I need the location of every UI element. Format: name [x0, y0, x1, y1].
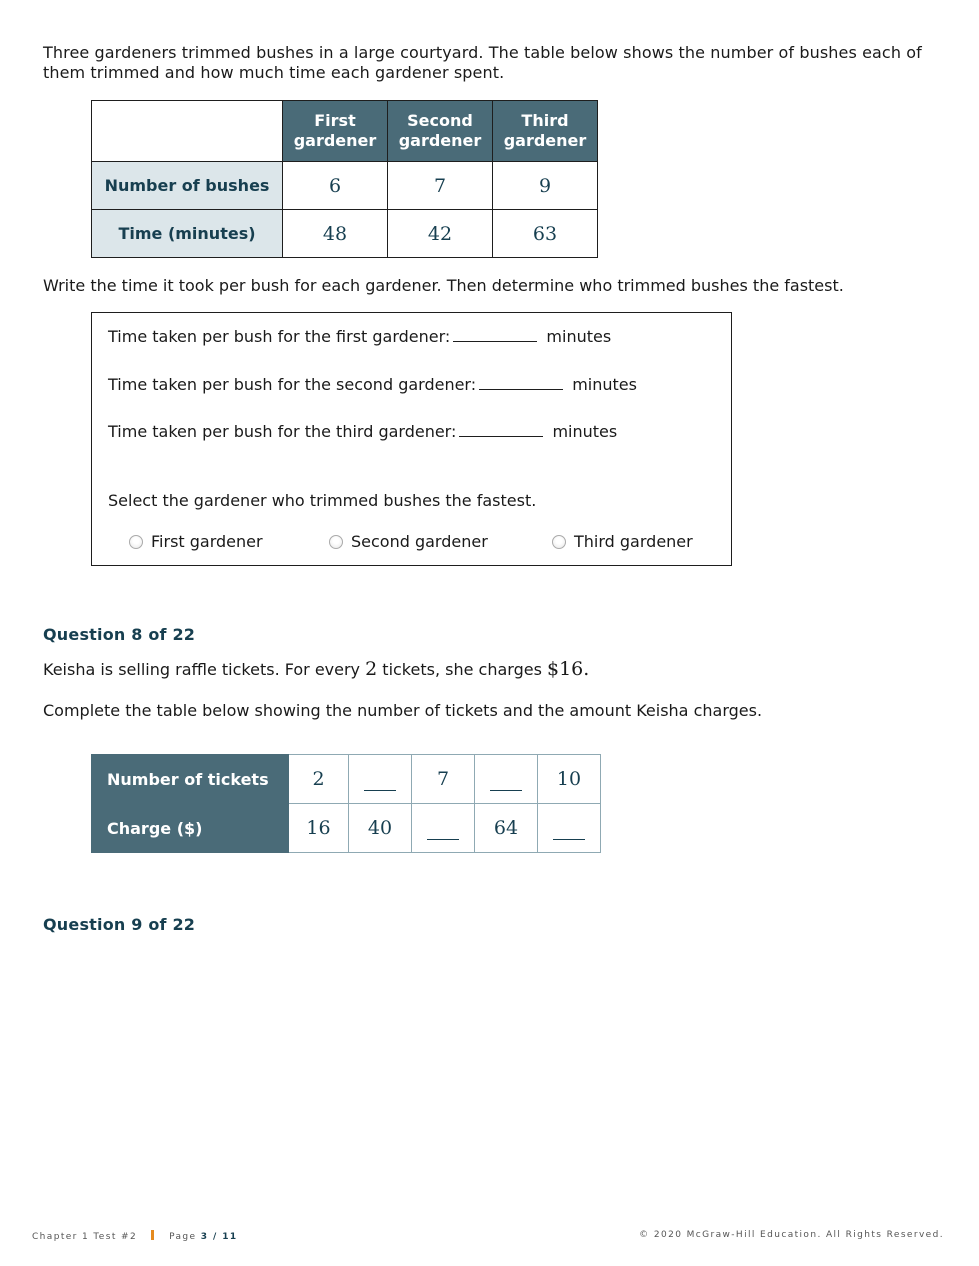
blank-line[interactable]: [427, 826, 459, 840]
instruction-text: Write the time it took per bush for each gardener. Then determine who trimmed bushes the fastest.: [43, 276, 844, 295]
page-total: 11: [222, 1232, 238, 1242]
blank-cell[interactable]: [538, 804, 601, 853]
option-second-gardener[interactable]: Second gardener: [329, 532, 488, 552]
blank-first[interactable]: [453, 325, 537, 342]
question-8-text: Keisha is selling raffle tickets. For every 2 tickets, she charges $16.: [43, 658, 590, 680]
column-header-third-gardener: Third gardener: [493, 101, 598, 162]
table-cell: 48: [283, 210, 388, 258]
row-header-charge: Charge ($): [92, 804, 289, 853]
question-8-instruction: Complete the table below showing the number of tickets and the amount Keisha charges.: [43, 701, 763, 720]
table-row: [92, 804, 601, 853]
answer-line-second: Time taken per bush for the second gardener: minutes: [108, 375, 637, 394]
answer-line-third: Time taken per bush for the third gardener: minutes: [108, 422, 618, 441]
table-cell: 2: [289, 755, 349, 804]
table-row: [92, 755, 601, 804]
footer-left: Chapter 1 Test #2 Page 3 / 11: [32, 1232, 238, 1242]
column-header-first-gardener: First gardener: [283, 101, 388, 162]
row-header-tickets: Number of tickets: [92, 755, 289, 804]
copyright: © 2020 McGraw-Hill Education. All Rights Reserved.: [639, 1230, 944, 1240]
table-cell: 64: [475, 804, 538, 853]
blank-third[interactable]: [459, 420, 543, 437]
chapter-label: Chapter 1 Test #2: [32, 1232, 138, 1242]
radio-button-icon[interactable]: [329, 535, 343, 549]
row-header-bushes: Number of bushes: [92, 162, 283, 210]
table-cell: 7: [412, 755, 475, 804]
select-prompt: Select the gardener who trimmed bushes the fastest.: [108, 491, 537, 510]
blank-cell[interactable]: [412, 804, 475, 853]
column-header-second-gardener: Second gardener: [388, 101, 493, 162]
answer-box: [91, 312, 732, 566]
table-cell: 42: [388, 210, 493, 258]
option-first-gardener[interactable]: First gardener: [129, 532, 263, 552]
blank-line[interactable]: [364, 777, 396, 791]
option-third-gardener[interactable]: Third gardener: [552, 532, 693, 552]
gardeners-table: [91, 100, 598, 258]
table-cell: 7: [388, 162, 493, 210]
footer-divider: [151, 1230, 154, 1240]
table-cell: 9: [493, 162, 598, 210]
blank-cell[interactable]: [349, 755, 412, 804]
blank-line[interactable]: [490, 777, 522, 791]
intro-text: Three gardeners trimmed bushes in a large courtyard. The table below shows the number of bushes each of them trimmed and how much time each gardener spent.: [43, 43, 922, 82]
table-row: [92, 210, 598, 258]
blank-second[interactable]: [479, 373, 563, 390]
blank-cell[interactable]: [475, 755, 538, 804]
row-header-time: Time (minutes): [92, 210, 283, 258]
table-corner-cell: [92, 101, 283, 162]
question-8-heading: Question 8 of 22: [43, 625, 196, 644]
table-cell: 40: [349, 804, 412, 853]
page-current: 3: [200, 1232, 209, 1242]
table-cell: 63: [493, 210, 598, 258]
blank-line[interactable]: [553, 826, 585, 840]
tickets-table: [91, 754, 601, 853]
table-cell: 6: [283, 162, 388, 210]
question-9-heading: Question 9 of 22: [43, 915, 196, 934]
answer-line-first: Time taken per bush for the first gardener: minutes: [108, 327, 612, 346]
table-row: [92, 162, 598, 210]
table-cell: 10: [538, 755, 601, 804]
page-label: Page: [169, 1232, 201, 1242]
table-cell: 16: [289, 804, 349, 853]
radio-button-icon[interactable]: [129, 535, 143, 549]
radio-button-icon[interactable]: [552, 535, 566, 549]
